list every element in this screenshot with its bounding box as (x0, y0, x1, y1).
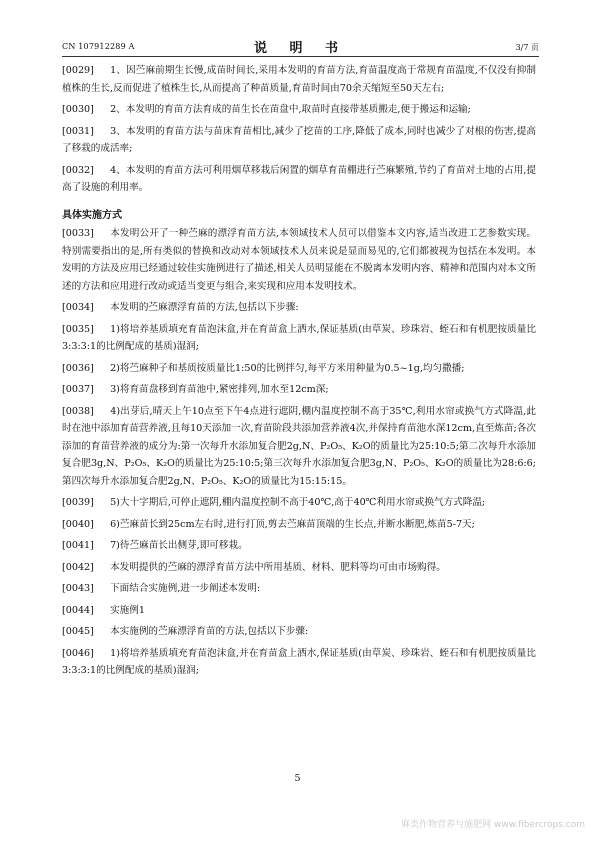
paragraph-0044 (62, 602, 536, 620)
paragraph-0045 (62, 623, 536, 641)
paragraph-number: [0032] (62, 164, 94, 176)
paragraph-number: [0035] (62, 323, 94, 335)
page-header (62, 36, 539, 57)
paragraph-number: [0033] (62, 228, 94, 239)
paragraph-number: [0045] (62, 626, 94, 637)
paragraph-text: 3、本发明的育苗方法与苗床育苗相比,减少了挖苗的工序,降低了成本,同时也减少了对根的伤害,提高了移栽的成活率; (62, 125, 536, 154)
paragraph-0040 (62, 516, 536, 534)
paragraph-text: 实施例1 (110, 604, 145, 616)
paragraph-text: 1)将培养基质填充育苗泡沫盒,并在育苗盒上洒水,保证基质(由草炭、珍珠岩、蛭石和有机肥按质量比3:3:3:1的比例配成的基质)湿润; (62, 323, 536, 352)
paragraph-0043 (62, 580, 536, 598)
paragraph-0030 (62, 101, 536, 119)
paragraph-0036 (62, 360, 536, 378)
paragraph-text: 本发明提供的苎麻的漂浮育苗方法中所用基质、材料、肥料等均可由市场购得。 (110, 561, 446, 573)
paragraph-number: [0042] (62, 561, 94, 573)
patent-number: CN 107912289 A (62, 42, 135, 51)
paragraph-number: [0029] (62, 65, 94, 76)
paragraph-number: [0044] (62, 604, 94, 616)
watermark: 麻类作物营养与施肥网 www.fibercrops.com (401, 820, 585, 830)
paragraph-0033 (62, 225, 536, 295)
paragraph-text: 5)大十字期后,可停止遮阴,棚内温度控制不高于40℃,高于40℃利用水帘或换气方式降温; (110, 497, 486, 508)
paragraph-number: [0043] (62, 583, 94, 594)
paragraph-number: [0030] (62, 104, 94, 115)
paragraph-0037 (62, 381, 536, 399)
paragraph-number: [0037] (62, 384, 94, 395)
paragraph-0039 (62, 494, 536, 512)
paragraph-text: 2)将苎麻种子和基质按质量比1:50的比例拌匀,每平方米用种量为0.5~1g,均匀撒播; (110, 362, 465, 374)
paragraph-text: 6)苎麻苗长到25cm左右时,进行打顶,剪去苎麻苗顶端的生长点,并断水断肥,炼苗5-7天; (110, 518, 475, 530)
paragraph-0029 (62, 62, 536, 97)
paragraph-number: [0031] (62, 125, 94, 137)
paragraph-text: 本发明公开了一种苎麻的漂浮育苗方法,本领域技术人员可以借鉴本文内容,适当改进工艺参数实现。特别需要指出的是,所有类似的替换和改动对本领域技术人员来说是显而易见的,它们都被视为包括在本发明。本发明的方法及应用已经通过较佳实施例进行了描述,相关人员明显能在不脱离本发明内容、精神和范围内对本文所述的方法和应用进行改动或适当变更与组合,来实现和应用本发明技术。 (62, 228, 536, 292)
paragraph-text: 下面结合实施例,进一步阐述本发明: (110, 583, 261, 594)
paragraph-number: [0036] (62, 362, 94, 374)
paragraph-0034 (62, 299, 536, 317)
paragraph-0042 (62, 559, 536, 577)
paragraph-number: [0034] (62, 302, 94, 313)
paragraph-0046 (62, 645, 536, 680)
paragraph-text: 4、本发明的育苗方法可利用烟草移栽后闲置的烟草育苗棚进行苎麻繁殖,节约了育苗对土地的占用,提高了设施的利用率。 (62, 164, 536, 193)
paragraph-0031 (62, 123, 536, 158)
page-of-total: 3/7 页 (515, 43, 539, 52)
paragraph-number: [0040] (62, 518, 94, 530)
paragraph-text: 1)将培养基质填充育苗泡沫盒,并在育苗盒上洒水,保证基质(由草炭、珍珠岩、蛭石和有机肥按质量比3:3:3:1的比例配成的基质)湿润; (62, 647, 536, 676)
paragraph-text: 3)将育苗盘移到育苗池中,紧密排列,加水至12cm深; (110, 384, 329, 395)
paragraph-number: [0038] (62, 405, 94, 417)
document-title: 说 明 书 (253, 41, 348, 56)
paragraph-text: 4)出芽后,晴天上午10点至下午4点进行遮阴,棚内温度控制不高于35℃,利用水帘或换气方式降温,此时在池中添加育苗营养液,且每10天添加一次,育苗阶段共添加营养液4次,并保持育苗池水深12cm,直至炼苗;各次添加的育苗营养液的成分为:第一次每升水添加复合肥2g,N、P₂O₅、K₂O的质量比为25:10:5;第二次每升水添加复合肥3g,N、P₂O₅、K₂O的质量比为25:10:5;第三次每升水添加复合肥3g,N、P₂O₅、K₂O的质量比为28:6:6;第四次每升水添加复合肥2g,N、P₂O₅、K₂O的质量比为15:15:15。 (62, 405, 536, 487)
document-body (62, 62, 536, 684)
paragraph-number: [0046] (62, 647, 94, 659)
paragraph-text: 本发明的苎麻漂浮育苗的方法,包括以下步骤: (110, 302, 299, 313)
section-title: 具体实施方式 (62, 209, 122, 221)
paragraph-text: 本实施例的苎麻漂浮育苗的方法,包括以下步骤: (110, 626, 309, 637)
paragraph-text: 2、本发明的育苗方法育成的苗生长在苗盘中,取苗时直接带基质搬走,便于搬运和运输; (110, 104, 471, 115)
paragraph-text: 7)待苎麻苗长出侧芽,即可移栽。 (110, 540, 248, 551)
paragraph-0032 (62, 162, 536, 197)
paragraph-0041 (62, 537, 536, 555)
paragraph-number: [0039] (62, 497, 94, 508)
page-number: 5 (294, 773, 301, 784)
paragraph-number: [0041] (62, 540, 94, 551)
paragraph-text: 1、因苎麻前期生长慢,成苗时间长,采用本发明的育苗方法,育苗温度高于常规育苗温度,不仅没有抑制植株的生长,反而促进了植株生长,从而提高了种苗质量,育苗时间由70余天缩短至50天左右; (62, 65, 536, 94)
paragraph-0035 (62, 321, 536, 356)
paragraph-0038 (62, 403, 536, 491)
